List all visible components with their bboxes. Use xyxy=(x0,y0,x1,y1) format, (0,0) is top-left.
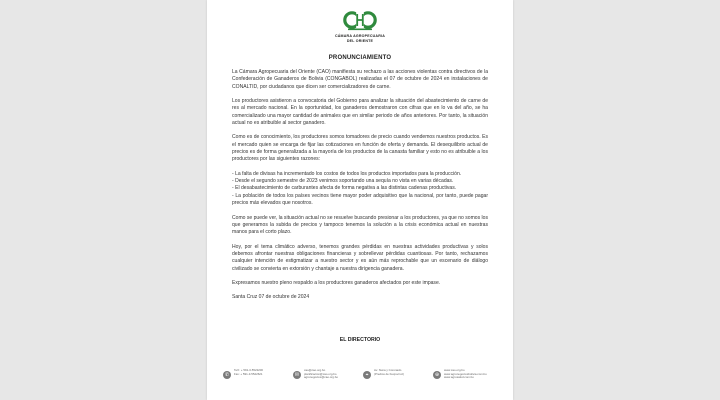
footer-line: (Predios de Fexpocruz) xyxy=(374,371,405,376)
footer-contact-email xyxy=(293,369,357,391)
signature: EL DIRECTORIO xyxy=(339,337,381,343)
phone-icon: ✆ xyxy=(224,372,230,378)
footer-contact-web xyxy=(433,369,497,391)
document-title: PRONUNCIAMIENTO xyxy=(328,55,392,61)
paragraph: Los productores asistieron a convocatoria del Gobierno para analizar la situación del abastecimiento de carne de res al mercado nacional. En la oportunidad, los ganaderos demostraron con cifras que en lo va del año, se ha comercializado una mayor cantidad de animales que en similar periodo de años anteriores. Por tanto, la situación actual no es atribuible al sector ganadero. xyxy=(232,98,488,127)
brand-line-2: DEL ORIENTE xyxy=(346,39,374,44)
paragraph: Como se puede ver, la situación actual no se resuelve buscando presionar a los productores, ya que no somos los que generamos la subida de precios y tampoco tenemos la solución a la crisis económica actual en nuestras manos para el corto plazo. xyxy=(232,214,488,236)
footer-line: Av. Nuna y Coronado xyxy=(374,368,402,372)
paragraph: Hoy, por el tema climático adverso, tenemos grandes pérdidas en nuestras actividades productivas y solos debemos afrontar nuestras obligaciones financieras y sobrellevar pérdidas cuantiosas. Por tanto, rechazamos cualquier intención de estigmatizar a nuestro sector y es aún más reprochable que un escenario de diálogo civilizado se convierta en extorsión y chantaje a nuestra dirigencia ganadera. xyxy=(232,243,488,272)
footer-line: planificacion@cao.org.bo xyxy=(304,371,337,376)
place-date: Santa Cruz 07 de octubre de 2024 xyxy=(232,294,310,301)
paragraph: Como es de conocimiento, los productores somos tomadores de precio cuando vendemos nuestros productos. Es el mercado quien se encarga de fijar las cotizaciones en función de oferta y demanda. El desequilibrio actual de precios es de forma generalizada a la mayoría de los productos de la canasta familiar y esto no es atribuible a los productores por las siguientes razones: xyxy=(232,134,488,163)
footer-line: Fax: + 591-3-5522621 xyxy=(234,371,263,376)
reason-item: - La falta de divisas ha incrementado los costos de todos los productos importados para la producción. xyxy=(232,170,462,177)
footer-line: Telf.: + 591-3-5522200 xyxy=(234,368,264,372)
location-icon: ⌖ xyxy=(363,371,371,379)
paragraph: La Cámara Agropecuaria del Oriente (CAO) manifiesta su rechazo a las acciones violentas contra directivos de la Confederación de Ganaderos de Bolivia (CONGABOL) realizadas el 07 de octubre de 2024 en instalaciones de CONALTID, por ciudadanos que dicen ser comercializadores de carne. xyxy=(232,69,488,90)
reason-item: - Desde el segundo semestre de 2023 venimos soportando una sequía no vista en varias décadas. xyxy=(232,178,454,185)
footer-line: agronegocios@cao.org.bo xyxy=(304,375,338,380)
footer-line: www.cao.org.bo xyxy=(444,368,465,372)
document-body xyxy=(232,69,488,309)
footer-line: www.agrosalud.com.bo xyxy=(444,375,474,380)
web-icon: ⊕ xyxy=(434,372,440,378)
footer-line: www.agronegociosbolivia.com.bo xyxy=(444,371,487,376)
cao-logo-icon xyxy=(343,9,377,33)
header-logo xyxy=(207,9,513,44)
footer-contact-phone xyxy=(223,369,287,391)
email-icon: ✉ xyxy=(294,372,300,378)
footer-line: cao@cao.org.bo xyxy=(304,368,326,372)
footer-contact-address xyxy=(363,369,427,391)
reason-item: - El desabastecimiento de carburantes afecta de forma negativa a las distintas cadenas productivas. xyxy=(232,185,457,192)
brand-line-1: CÁMARA AGROPECUARIA xyxy=(334,34,386,38)
document-page xyxy=(207,0,513,400)
reason-item: - La población de todos los países vecinos tiene mayor poder adquisitivo que la nacional, por tanto, puede pagar precios más elevados que nosotros. xyxy=(232,192,488,207)
footer xyxy=(223,369,497,391)
paragraph: Expresamos nuestro pleno respaldo a los productores ganaderos afectados por este impase. xyxy=(232,279,441,286)
